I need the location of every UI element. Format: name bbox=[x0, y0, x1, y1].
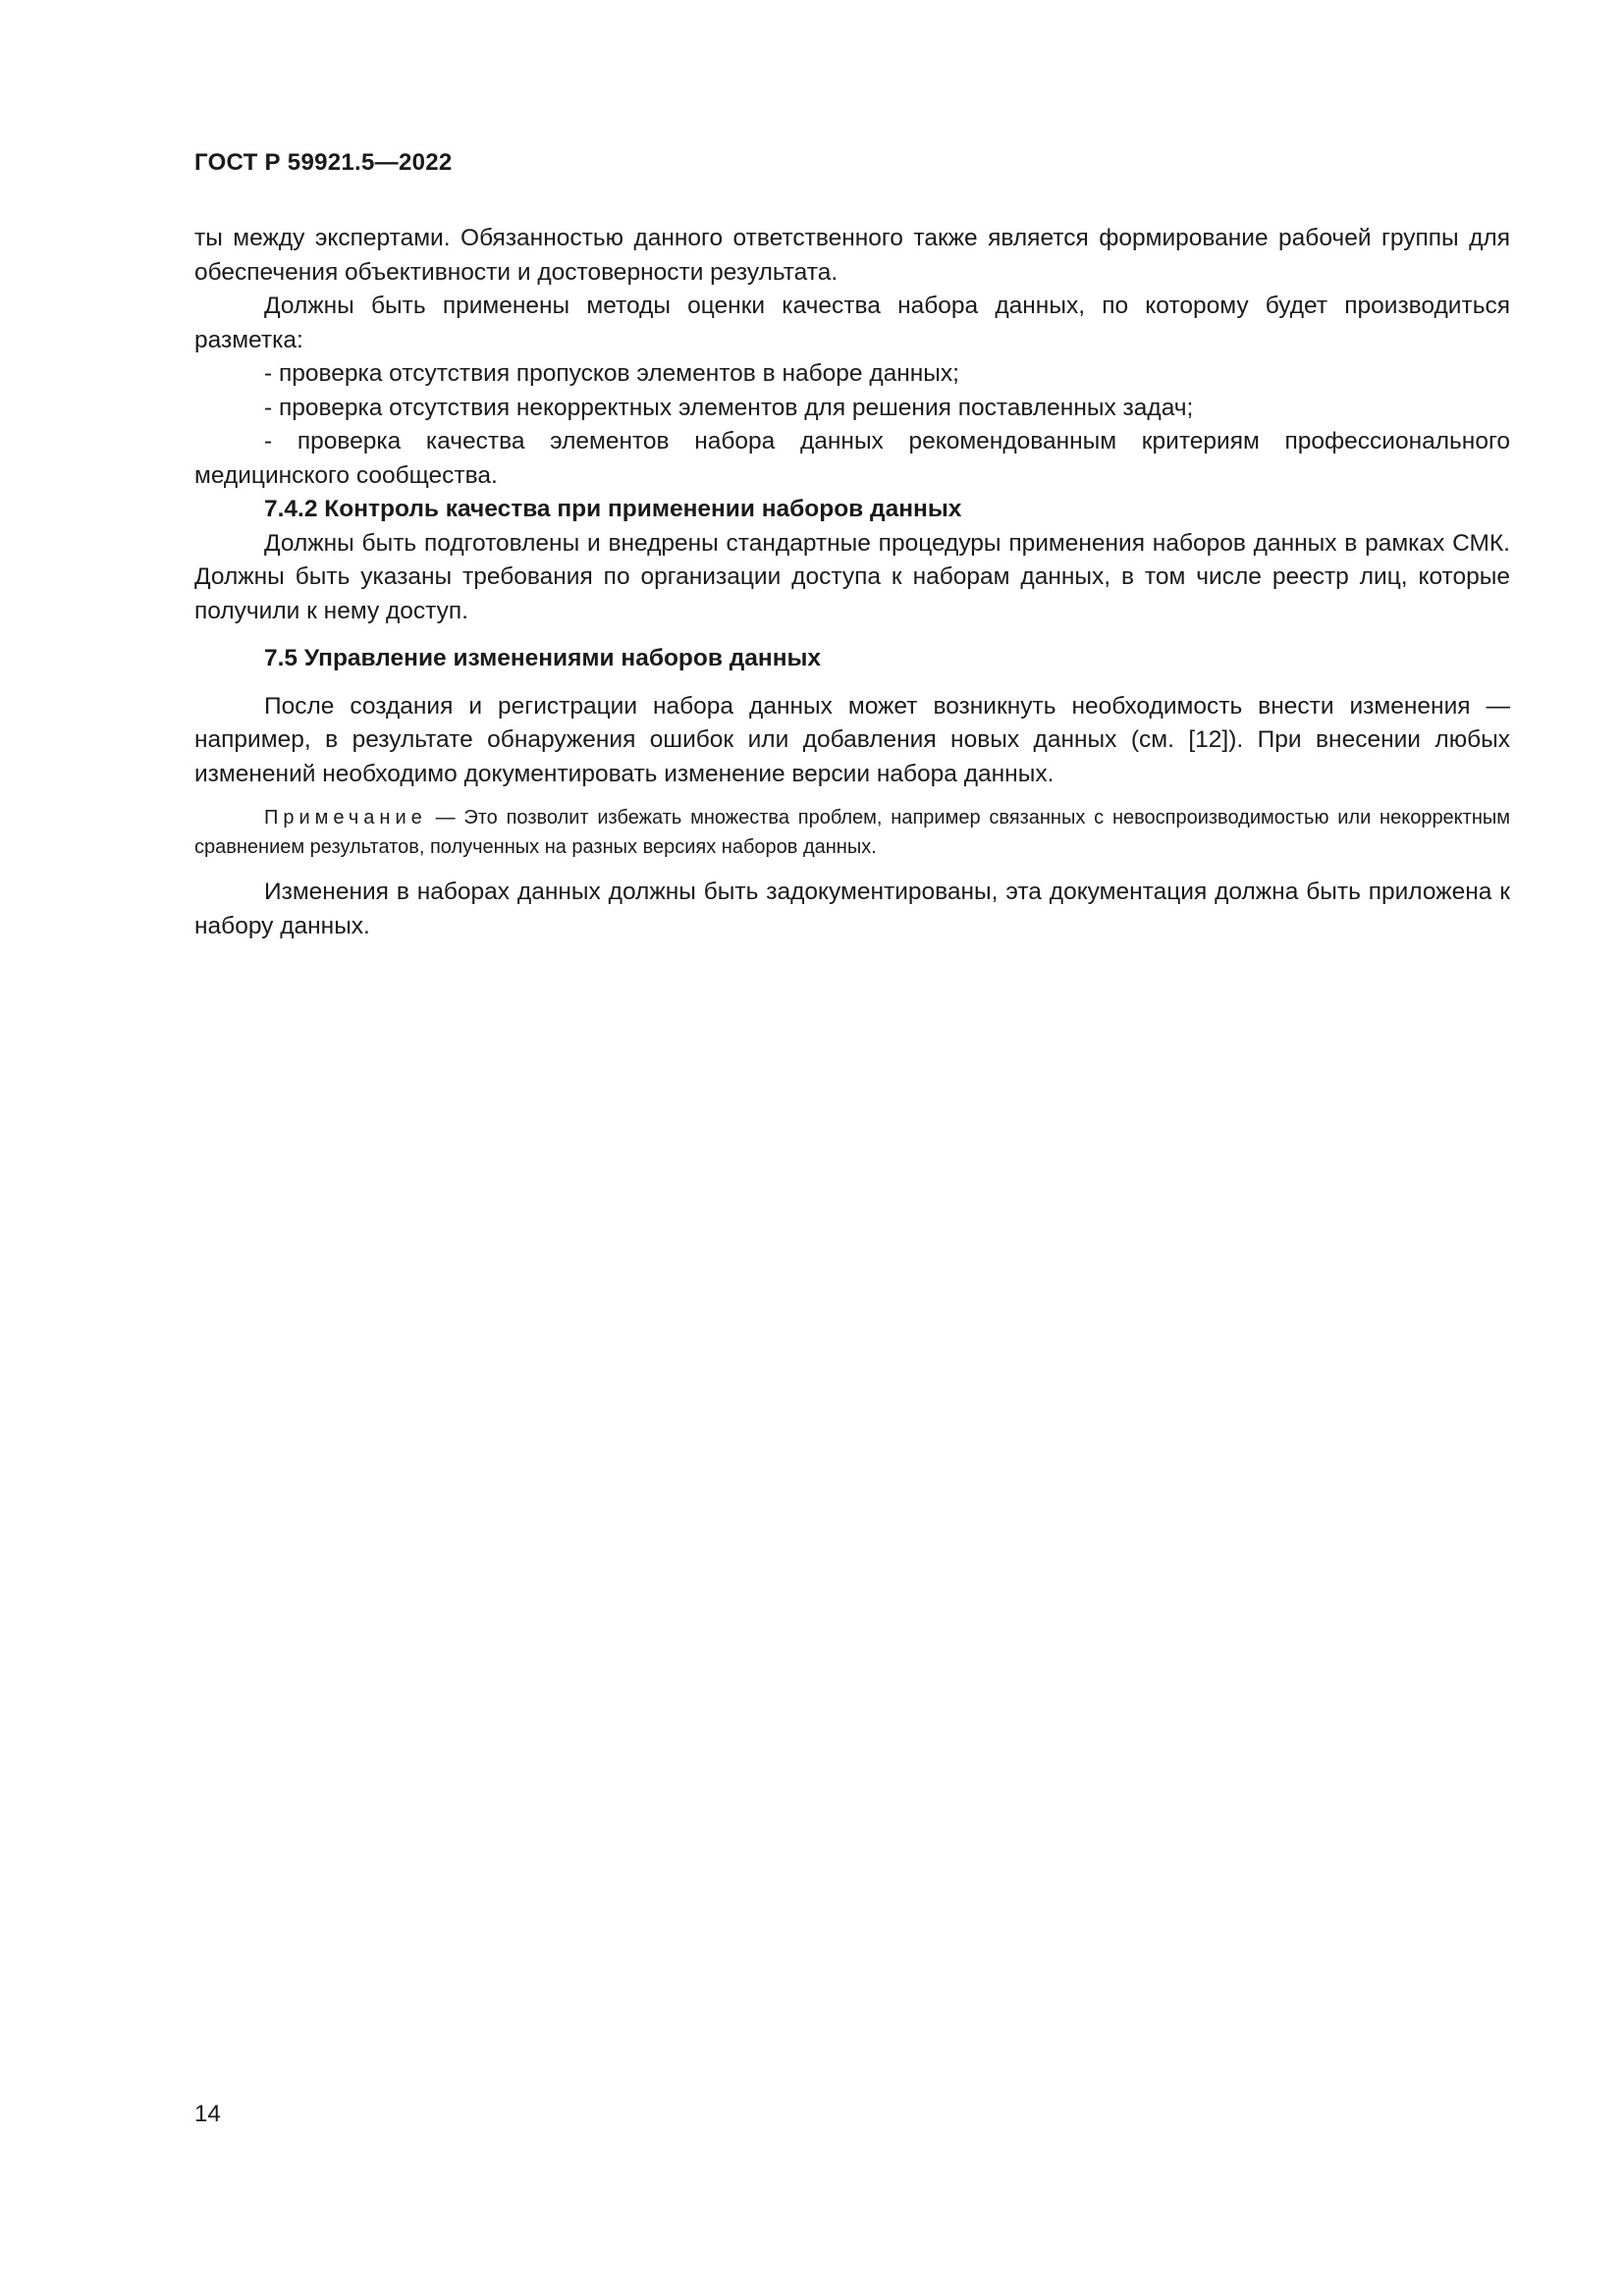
note-text: — Это позволит избежать множества проблем, например связанных с невоспроизводимостью или некорректным сравнением результатов, полученных на разных версиях наборов данных. bbox=[194, 807, 1510, 858]
paragraph-methods: Должны быть применены методы оценки качества набора данных, по которому будет производиться разметка: bbox=[194, 293, 1510, 353]
note bbox=[194, 803, 1510, 862]
paragraph-7-5: После создания и регистрации набора данных может возникнуть необходимость внести изменения — например, в результате обнаружения ошибок или добавления новых данных (см. [12]). При внесении любых изменений необходимо документировать изменение версии набора данных. bbox=[194, 692, 1510, 787]
quality-checks-list bbox=[194, 357, 1510, 493]
section-heading-7-4-2: 7.4.2 Контроль качества при применении наборов данных bbox=[264, 496, 962, 522]
paragraph-final: Изменения в наборах данных должны быть задокументированы, эта документация должна быть приложена к набору данных. bbox=[194, 879, 1510, 939]
document-body bbox=[194, 222, 1510, 943]
note-label: Примечание bbox=[264, 807, 427, 828]
paragraph-7-4-2: Должны быть подготовлены и внедрены стандартные процедуры применения наборов данных в рамках СМК. Должны быть указаны требования по организации доступа к наборам данных, в том числе реестр лиц, которые получили к нему доступ. bbox=[194, 529, 1510, 624]
page-number: 14 bbox=[194, 2101, 221, 2127]
list-item: - проверка отсутствия пропусков элементов в наборе данных; bbox=[264, 360, 959, 387]
section-heading-7-5: 7.5 Управление изменениями наборов данных bbox=[264, 645, 822, 671]
list-item: - проверка качества элементов набора данных рекомендованным критериям профессионального медицинского сообщества. bbox=[194, 428, 1510, 489]
paragraph-continuation: ты между экспертами. Обязанностью данного ответственного также является формирование рабочей группы для обеспечения объективности и достоверности результата. bbox=[194, 225, 1510, 286]
document-code: ГОСТ Р 59921.5—2022 bbox=[194, 149, 453, 176]
list-item: - проверка отсутствия некорректных элементов для решения поставленных задач; bbox=[264, 394, 1194, 421]
